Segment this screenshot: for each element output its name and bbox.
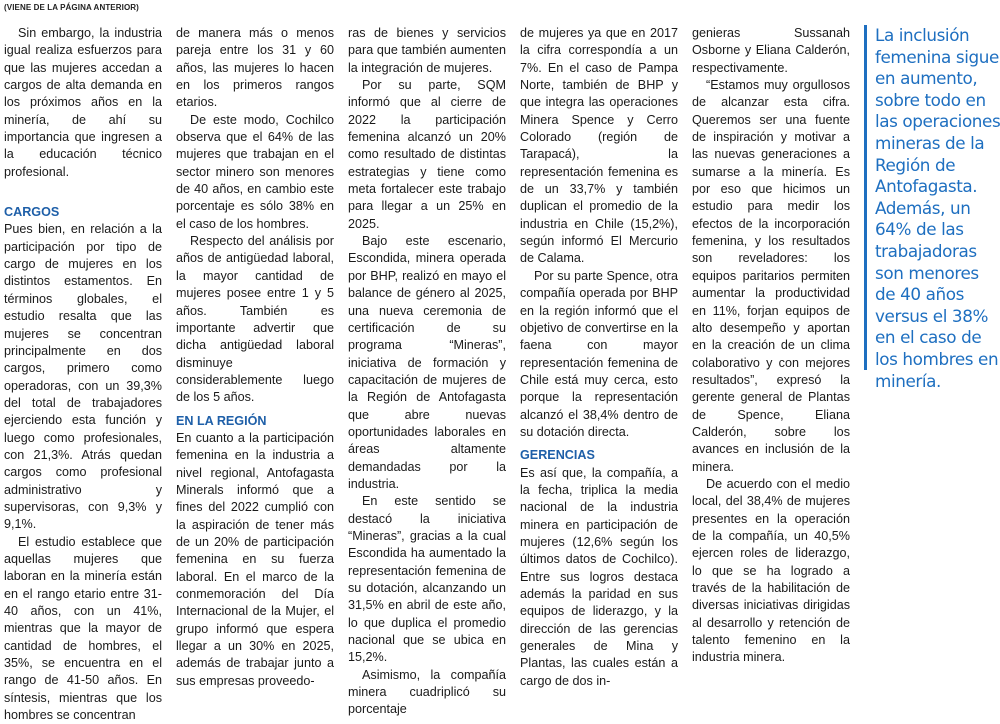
paragraph: “Estamos muy orgullosos de alcanzar esta cifra. Queremos ser una fuente de inspiración y motivar a las nuevas generaciones a sumarse a la minería. Es por eso que hicimos un estudio para medir los efectos de la incorporación femenina, y los resultados son reveladores: los equipos paritarios permiten aumentar la productividad en 11%, forjan equipos de alto desempeño y aportan en la creación de un clima colaborativo y con mejores resultados”, expresó la gerente general de Plantas de Spence, Eliana Calderón, sobre los avances en inclusión de la minera. (692, 78, 850, 474)
paragraph: Es así que, la compañía, a la fecha, triplica la media nacional de la industria minera en participación de mujeres (12,6% según los últimos datos de Cochilco). Entre sus logros destaca además la paridad en sus equipos de liderazgo, y la dirección de las gerencias generales de Mina y Plantas, las cuales están a cargo de dos in- (520, 465, 678, 688)
paragraph: El estudio establece que aquellas mujeres que laboran en la minería están en el rango etario entre 31-40 años, con un 41%, mientras que la mayor de cantidad de hombres, el 35%, se encuentra en el rango de 41-50 años. En síntesis, mientras que los hombres se concentran (4, 534, 162, 723)
paragraph: De acuerdo con el medio local, del 38,4% de mujeres presentes en la operación de la compañía, un 40,5% ejercen roles de liderazgo, lo que se ha logrado a través de la habilitación de diversas iniciativas dirigidas al desarrollo y retención de talento femenino en la industria minera. (692, 476, 850, 665)
paragraph: de manera más o menos pareja entre los 31 y 60 años, las mujeres lo hacen en los primeros rangos etarios. (176, 26, 334, 110)
paragraph: Respecto del análisis por años de antigüedad laboral, la mayor cantidad de mujeres posee entre 1 y 5 años. También es importante advertir que dicha antigüedad laboral disminuye considerablemente luego de los 5 años. (176, 234, 334, 405)
paragraph: Bajo este escenario, Escondida, minera operada por BHP, realizó en mayo el balance de género al 2025, una nueva ceremonia de certificación de su programa “Mineras”, iniciativa de formación y capacitación de mujeres de la Región de Antofagasta que abre nuevas oportunidades laborales en áreas altamente demandadas por la industria. (348, 234, 506, 491)
subheading-cargos: CARGOS (4, 205, 60, 220)
paragraph: de mujeres ya que en 2017 la cifra correspondía a un 7%. En el caso de Pampa Norte, también de BHP y que integra las operaciones Minera Spence y Cerro Colorado (región de Tarapacá), la representación femenina es de un 33,7% y también duplican el promedio de la industria en Chile (15,2%), según informó El Mercurio de Calama. (520, 26, 678, 266)
paragraph: Asimismo, la compañía minera cuadriplicó su porcentaje (348, 667, 506, 717)
pull-quote-text: La inclusión femenina sigue en aumento, sobre todo en las operaciones mineras de la Región de Antofagasta. Además, un 64% de las trabajadoras son menores de 40 años versus el 38% en el caso de los hombres en minería. (875, 25, 1000, 391)
subheading-gerencias: GERENCIAS (520, 448, 595, 463)
article-column-3 (348, 25, 506, 719)
paragraph: En cuanto a la participación femenina en la industria a nivel regional, Antofagasta Minerals informó que a fines del 2022 cumplió con la aspiración de tener más de un 20% de participación femenina en su fuerza laboral. En el marco de la conmemoración del Día Internacional de la Mujer, el grupo informó que espera llegar a un 30% en 2025, además de trabajar junto a sus empresas proveedo- (176, 430, 334, 688)
article-column-2 (176, 25, 334, 690)
paragraph: De este modo, Cochilco observa que el 64% de las mujeres que trabajan en el sector minero son menores de 40 años, en cambio este porcentaje es sólo 38% en el caso de los hombres. (176, 112, 334, 231)
paragraph: genieras Sussanah Osborne y Eliana Calderón, respectivamente. (692, 26, 850, 75)
article-column-5 (692, 25, 850, 667)
paragraph: En este sentido se destacó la iniciativa “Mineras”, gracias a la cual Escondida ha aumentado la representación femenina de su dotación, alcanzando un 31,5% en abril de este año, lo que duplica el promedio nacional que se ubica en 15,2%. (348, 494, 506, 665)
continuation-label: (VIENE DE LA PÁGINA ANTERIOR) (4, 3, 139, 12)
paragraph: Pues bien, en relación a la participación por tipo de cargo de mujeres en los distintos estamentos. En términos globales, el estudio resalta que las mujeres se concentran principalmente en dos cargos, primero como operadoras, con un 39,3% del total de trabajadores ejerciendo esta función y luego como profesionales, con 21,3%. Atrás quedan cargos como profesional administrativo y supervisoras, con 9,3% y 9,1%. (4, 222, 162, 532)
pull-quote (864, 25, 1000, 391)
article-column-1 (4, 25, 162, 724)
paragraph: Por su parte Spence, otra compañía operada por BHP en la región informó que el objetivo de convertirse en la faena con mayor representación femenina de Chile está muy cerca, esto porque la representación alcanzó el 38,4% dentro de su dotación directa. (520, 268, 678, 439)
subheading-en-la-region: EN LA REGIÓN (176, 413, 267, 428)
paragraph: ras de bienes y servicios para que también aumenten la integración de mujeres. (348, 26, 506, 75)
paragraph: Por su parte, SQM informó que al cierre de 2022 la participación femenina alcanzó un 20% como resultado de distintas estrategias y tiene como meta fortalecer este trabajo para llegar a un 25% en 2025. (348, 78, 506, 231)
paragraph: Sin embargo, la industria igual realiza esfuerzos para que las mujeres accedan a cargos de alta demanda en los próximos años en la minería, de ahí su importancia que ingresen a la educación técnico profesional. (4, 26, 162, 179)
article-column-4 (520, 25, 678, 690)
